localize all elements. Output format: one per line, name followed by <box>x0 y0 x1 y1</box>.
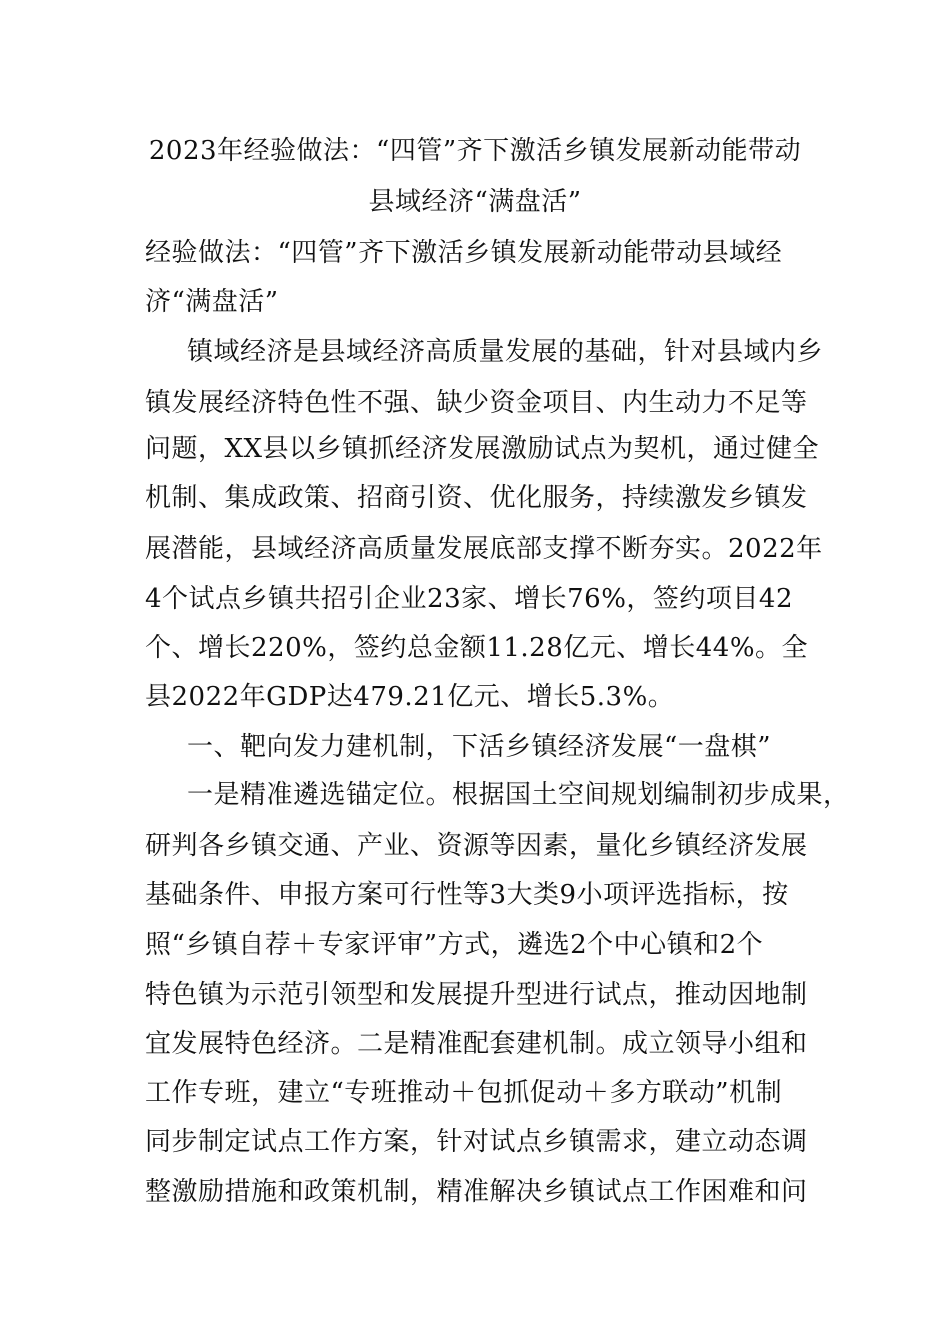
paragraph-1-line-3: 问题，XX县以乡镇抓经济发展激励试点为契机，通过健全 <box>145 434 820 464</box>
paragraph-1-line-1: 镇域经济是县域经济高质量发展的基础，针对县域内乡 <box>187 337 824 367</box>
document-title-line-2: 县域经济“满盘活” <box>368 187 582 217</box>
document-title-line-1: 2023年经验做法：“四管”齐下激活乡镇发展新动能带动 <box>148 136 802 166</box>
subtitle-line-1: 经验做法：“四管”齐下激活乡镇发展新动能带动县域经 <box>145 238 783 268</box>
paragraph-1-line-6: 4个试点乡镇共招引企业23家、增长76%，签约项目42 <box>145 584 793 614</box>
paragraph-2-line-7: 工作专班，建立“专班推动＋包抓促动＋多方联动”机制 <box>145 1078 783 1108</box>
section-heading-1: 一、靶向发力建机制，下活乡镇经济发展“一盘棋” <box>187 732 772 762</box>
paragraph-2-line-3: 基础条件、申报方案可行性等3大类9小项评选指标，按 <box>145 880 789 910</box>
paragraph-1-line-5: 展潜能，县域经济高质量发展底部支撑不断夯实。2022年 <box>145 534 823 564</box>
paragraph-1-line-2: 镇发展经济特色性不强、缺少资金项目、内生动力不足等 <box>145 388 808 418</box>
paragraph-2-line-4: 照“乡镇自荐＋专家评审”方式，遴选2个中心镇和2个 <box>145 930 764 960</box>
paragraph-1-line-7: 个、增长220%，签约总金额11.28亿元、增长44%。全 <box>145 633 809 663</box>
paragraph-2-line-1: 一是精准遴选锚定位。根据国土空间规划编制初步成果， <box>187 780 850 810</box>
paragraph-2-line-8: 同步制定试点工作方案，针对试点乡镇需求，建立动态调 <box>145 1127 808 1157</box>
paragraph-2-line-6: 宜发展特色经济。二是精准配套建机制。成立领导小组和 <box>145 1029 808 1059</box>
paragraph-1-line-8: 县2022年GDP达479.21亿元、增长5.3%。 <box>145 682 675 712</box>
subtitle-line-2: 济“满盘活” <box>145 287 279 317</box>
paragraph-2-line-9: 整激励措施和政策机制，精准解决乡镇试点工作困难和问 <box>145 1177 808 1207</box>
paragraph-2-line-5: 特色镇为示范引领型和发展提升型进行试点，推动因地制 <box>145 980 808 1010</box>
paragraph-1-line-4: 机制、集成政策、招商引资、优化服务，持续激发乡镇发 <box>145 483 808 513</box>
paragraph-2-line-2: 研判各乡镇交通、产业、资源等因素，量化乡镇经济发展 <box>145 831 808 861</box>
